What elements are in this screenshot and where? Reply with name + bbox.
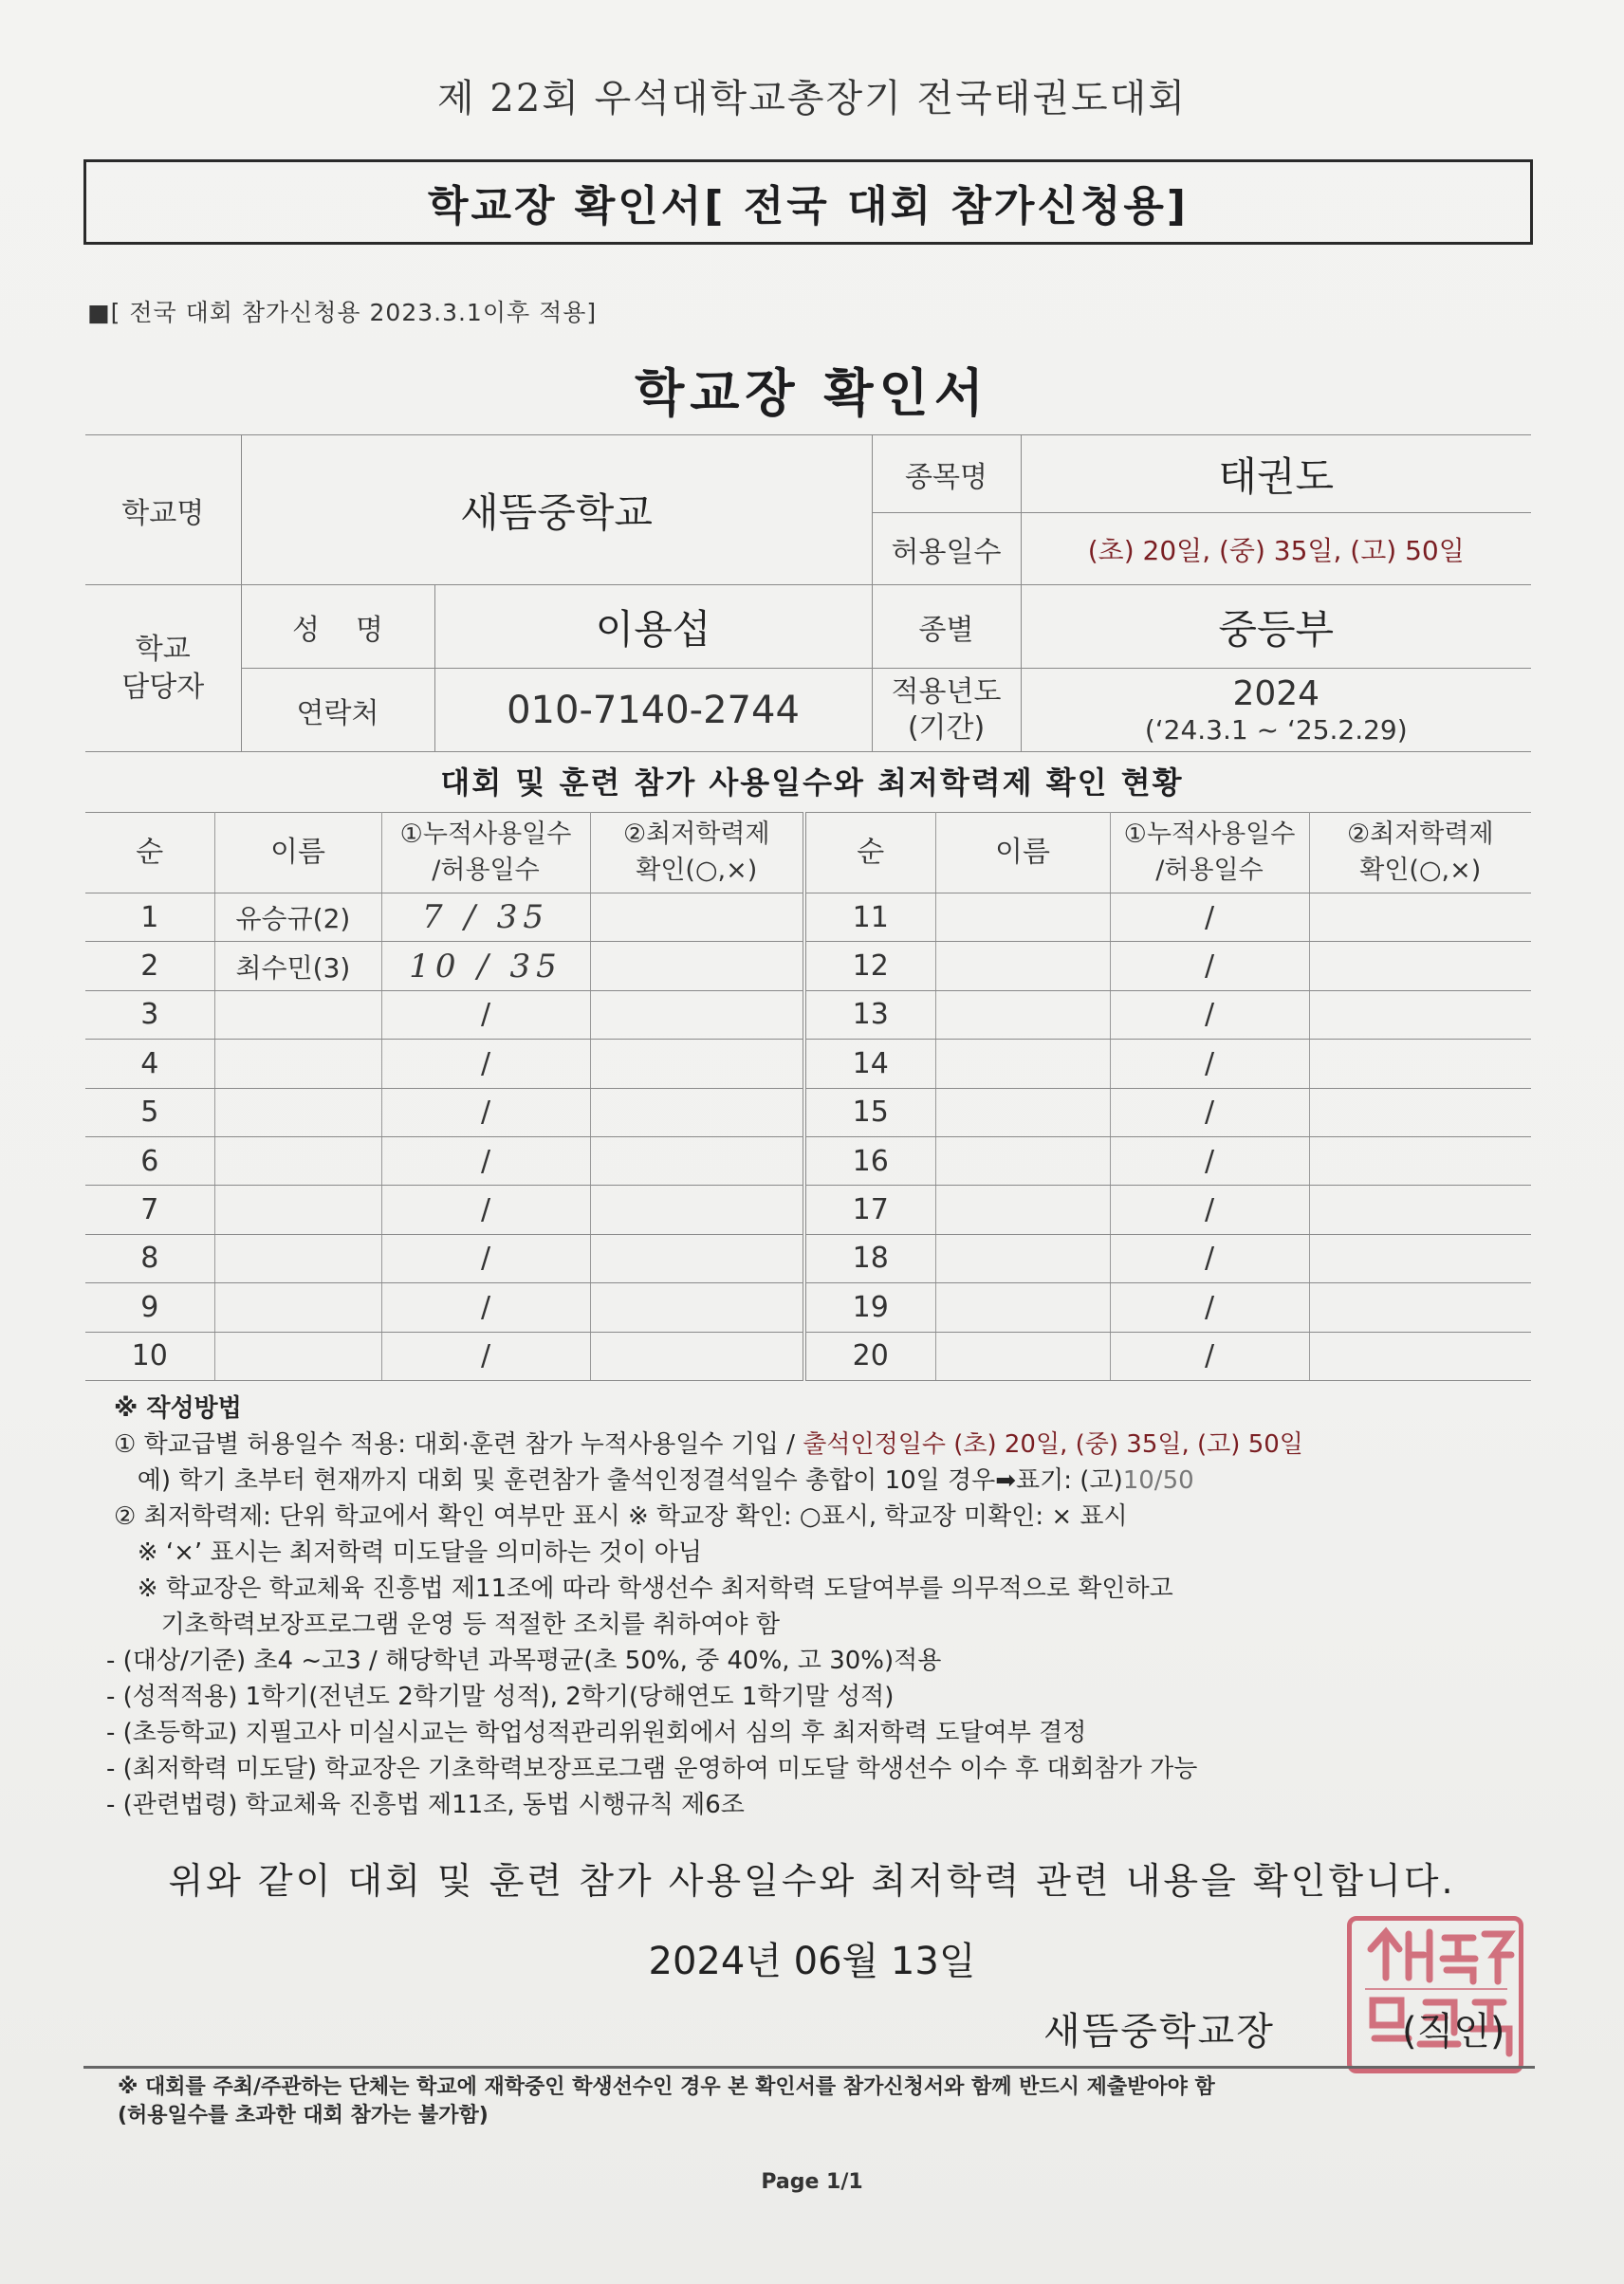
table-row (85, 990, 1531, 1039)
instruction-line: ※ ‘×’ 표시는 최저학력 미도달을 의미하는 것이 아님 (114, 1538, 702, 1567)
athlete-name (935, 1234, 1110, 1282)
row-no: 17 (804, 1186, 935, 1234)
allowed-value: (초) 20일, (중) 35일, (고) 50일 (1021, 513, 1531, 585)
footnote (118, 2073, 1522, 2130)
athlete-name (935, 942, 1110, 990)
row-no: 8 (85, 1234, 214, 1282)
name-label: 성 명 (241, 585, 434, 669)
sport-label: 종목명 (872, 435, 1021, 513)
row-no: 10 (85, 1332, 214, 1380)
athlete-name (935, 1040, 1110, 1088)
athlete-name (214, 1332, 381, 1380)
table-row (85, 1234, 1531, 1282)
table-row (85, 1136, 1531, 1185)
instruction-line: - (대상/기준) 초4 ~고3 / 해당학년 과목평균(초 50%, 중 40%, 고 30%)적용 (106, 1647, 942, 1675)
instruction-line: 기초학력보장프로그램 운영 등 적절한 조치를 취하여야 함 (114, 1611, 780, 1639)
days-used: / (381, 1234, 590, 1282)
footer-divider (83, 2066, 1535, 2069)
check-cell (1309, 1186, 1531, 1234)
athlete-name (214, 990, 381, 1039)
usage-table (85, 812, 1531, 1381)
header-name-left: 이름 (214, 813, 381, 893)
row-no: 3 (85, 990, 214, 1039)
check-cell (1309, 990, 1531, 1039)
table-row (85, 893, 1531, 942)
row-no: 15 (804, 1088, 935, 1136)
year-label: 적용년도 (기간) (872, 669, 1021, 752)
days-used: / (1110, 990, 1309, 1039)
athlete-name: 유승규(2) (214, 893, 381, 942)
athlete-name (214, 1186, 381, 1234)
days-used: / (1110, 1186, 1309, 1234)
athlete-name (935, 1186, 1110, 1234)
row-no: 18 (804, 1234, 935, 1282)
days-used: / (1110, 1136, 1309, 1185)
signature-date: 2024년 06월 13일 (648, 1940, 976, 1983)
header-days-right: ①누적사용일수 /허용일수 (1110, 813, 1309, 893)
table-row (85, 1040, 1531, 1088)
days-used: / (1110, 1040, 1309, 1088)
instruction-line (114, 1463, 1518, 1499)
days-used: / (1110, 942, 1309, 990)
year-value: 2024 (1232, 674, 1320, 713)
table-row (85, 1283, 1531, 1332)
check-cell (590, 942, 804, 990)
allowed-label: 허용일수 (872, 513, 1021, 585)
days-used: / (381, 990, 590, 1039)
days-used: / (1110, 1088, 1309, 1136)
instruction-text: 예) 학기 초부터 현재까지 대회 및 훈련참가 출석인정결석일수 총합이 10일 경우➡표기: (고) (114, 1466, 1123, 1495)
athlete-name (935, 990, 1110, 1039)
principal-name: 새뜸중학교장 (1043, 2010, 1275, 2054)
athlete-name: 최수민(3) (214, 942, 381, 990)
instruction-line: - (초등학교) 지필고사 미실시교는 학업성적관리위원회에서 심의 후 최저학력 도달여부 결정 (106, 1719, 1087, 1747)
header-check-left: ②최저학력제 확인(○,×) (590, 813, 804, 893)
division-value: 중등부 (1021, 585, 1531, 669)
staff-label: 학교 담당자 (85, 585, 241, 752)
instruction-line: - (최저학력 미도달) 학교장은 기초학력보장프로그램 운영하여 미도달 학생선수 이수 후 대회참가 가능 (106, 1755, 1198, 1783)
section-title: 대회 및 훈련 참가 사용일수와 최저학력제 확인 현황 (440, 764, 1184, 801)
row-no: 6 (85, 1136, 214, 1185)
check-cell (1309, 893, 1531, 942)
row-no: 13 (804, 990, 935, 1039)
footnote-line-1: ※ 대회를 주최/주관하는 단체는 학교에 재학중인 학생선수인 경우 본 확인서를 참가신청서와 함께 반드시 제출받아야 함 (118, 2075, 1215, 2099)
year-cell (1021, 669, 1531, 752)
check-cell (590, 1234, 804, 1282)
footnote-line-2: (허용일수를 초과한 대회 참가는 불가함) (118, 2104, 489, 2127)
instruction-line: - (성적적용) 1학기(전년도 2학기말 성적), 2학기(당해연도 1학기말 성적) (106, 1683, 895, 1711)
athlete-name (935, 1283, 1110, 1332)
instructions-title: ※ 작성방법 (114, 1394, 242, 1423)
school-value: 새뜸중학교 (241, 435, 872, 585)
instructions (106, 1391, 1518, 1823)
check-cell (590, 1136, 804, 1185)
row-no: 20 (804, 1332, 935, 1380)
main-title: 학교장 확인서[ 전국 대회 참가신청용] (83, 159, 1533, 245)
contact-label: 연락처 (241, 669, 434, 752)
check-cell (1309, 1332, 1531, 1380)
days-used: / (381, 1040, 590, 1088)
check-cell (1309, 1136, 1531, 1185)
row-no: 11 (804, 893, 935, 942)
check-cell (590, 1332, 804, 1380)
athlete-name (214, 1283, 381, 1332)
days-used: 7 / 35 (381, 893, 590, 942)
row-no: 1 (85, 893, 214, 942)
confirm-statement: 위와 같이 대회 및 훈련 참가 사용일수와 최저학력 관련 내용을 확인합니다. (168, 1860, 1456, 1902)
days-used: / (381, 1332, 590, 1380)
doc-title: 학교장 확인서 (635, 363, 989, 423)
check-cell (590, 1283, 804, 1332)
instruction-line: ※ 학교장은 학교체육 진흥법 제11조에 따라 학생선수 최저학력 도달여부를 의무적으로 확인하고 (114, 1575, 1173, 1603)
instruction-line: ② 최저학력제: 단위 학교에서 확인 여부만 표시 ※ 학교장 확인: ○표시, 학교장 미확인: × 표시 (114, 1502, 1128, 1531)
contact-value: 010-7140-2744 (434, 669, 872, 752)
days-used: 10 / 35 (381, 942, 590, 990)
header-no-left: 순 (85, 813, 214, 893)
table-row (85, 1186, 1531, 1234)
sport-value: 태권도 (1021, 435, 1531, 513)
instruction-line (114, 1427, 1518, 1463)
row-no: 2 (85, 942, 214, 990)
header-days-left: ①누적사용일수 /허용일수 (381, 813, 590, 893)
instruction-text: ① 학교급별 허용일수 적용: 대회·훈련 참가 누적사용일수 기입 / (114, 1430, 803, 1459)
days-used: / (381, 1088, 590, 1136)
days-used: / (1110, 1283, 1309, 1332)
days-used: / (381, 1186, 590, 1234)
row-no: 5 (85, 1088, 214, 1136)
info-table (85, 434, 1531, 752)
name-value: 이용섭 (434, 585, 872, 669)
days-used: / (1110, 893, 1309, 942)
header-no-right: 순 (804, 813, 935, 893)
instruction-example: 10/50 (1122, 1466, 1194, 1495)
table-row (85, 942, 1531, 990)
row-no: 16 (804, 1136, 935, 1185)
days-used: / (381, 1136, 590, 1185)
row-no: 12 (804, 942, 935, 990)
athlete-name (935, 1332, 1110, 1380)
header-check-right: ②최저학력제 확인(○,×) (1309, 813, 1531, 893)
applied-note: ■[ 전국 대회 참가신청용 2023.3.1이후 적용] (87, 299, 598, 326)
days-used: / (381, 1283, 590, 1332)
days-used: / (1110, 1234, 1309, 1282)
check-cell (590, 990, 804, 1039)
athlete-name (214, 1040, 381, 1088)
days-used: / (1110, 1332, 1309, 1380)
event-title: 제 22회 우석대학교총장기 전국태권도대회 (437, 77, 1187, 120)
instruction-line: - (관련법령) 학교체육 진흥법 제11조, 동법 시행규칙 제6조 (106, 1791, 745, 1819)
row-no: 7 (85, 1186, 214, 1234)
school-label: 학교명 (85, 435, 241, 585)
check-cell (590, 1186, 804, 1234)
check-cell (1309, 942, 1531, 990)
check-cell (590, 1040, 804, 1088)
athlete-name (214, 1136, 381, 1185)
check-cell (590, 893, 804, 942)
check-cell (1309, 1088, 1531, 1136)
row-no: 9 (85, 1283, 214, 1332)
row-no: 19 (804, 1283, 935, 1332)
athlete-name (214, 1234, 381, 1282)
instruction-highlight: 출석인정일수 (초) 20일, (중) 35일, (고) 50일 (803, 1430, 1303, 1459)
table-row (85, 1332, 1531, 1380)
check-cell (590, 1088, 804, 1136)
page-number: Page 1/1 (761, 2170, 863, 2194)
check-cell (1309, 1283, 1531, 1332)
header-name-right: 이름 (935, 813, 1110, 893)
year-period: (‘24.3.1 ~ ‘25.2.29) (1144, 714, 1408, 746)
check-cell (1309, 1040, 1531, 1088)
row-no: 4 (85, 1040, 214, 1088)
athlete-name (214, 1088, 381, 1136)
athlete-name (935, 893, 1110, 942)
division-label: 종별 (872, 585, 1021, 669)
check-cell (1309, 1234, 1531, 1282)
row-no: 14 (804, 1040, 935, 1088)
table-row (85, 1088, 1531, 1136)
athlete-name (935, 1136, 1110, 1185)
seal-label: (직인) (1402, 2010, 1505, 2054)
athlete-name (935, 1088, 1110, 1136)
